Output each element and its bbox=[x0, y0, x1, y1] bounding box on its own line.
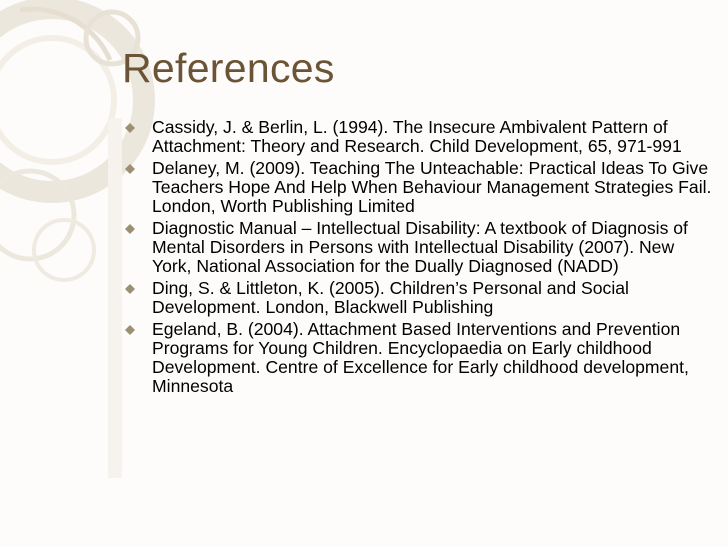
reference-text: Diagnostic Manual – Intellectual Disability: A textbook of Diagnosis of Mental Disorders in Persons with Intellectual Disability (2007). New York, National Association for the Dually Diagnosed (NADD) bbox=[152, 218, 688, 276]
reference-text: Ding, S. & Littleton, K. (2005). Children’s Personal and Social Development. London, Blackwell Publishing bbox=[152, 278, 629, 317]
reference-list bbox=[124, 118, 714, 399]
diamond-bullet-icon bbox=[125, 284, 135, 294]
reference-item bbox=[124, 320, 714, 396]
reference-text: Delaney, M. (2009). Teaching The Unteachable: Practical Ideas To Give Teachers Hope And Help When Behaviour Management Strategies Fail. London, Worth Publishing Limited bbox=[152, 158, 712, 216]
reference-text: Cassidy, J. & Berlin, L. (1994). The Insecure Ambivalent Pattern of Attachment: Theory and Research. Child Development, 65, 971-991 bbox=[152, 117, 682, 156]
diamond-bullet-icon bbox=[125, 123, 135, 133]
reference-item bbox=[124, 219, 714, 276]
reference-item bbox=[124, 118, 714, 156]
diamond-bullet-icon bbox=[125, 325, 135, 335]
diamond-bullet-icon bbox=[125, 224, 135, 234]
reference-item bbox=[124, 159, 714, 216]
reference-item bbox=[124, 279, 714, 317]
reference-text: Egeland, B. (2004). Attachment Based Interventions and Prevention Programs for Young Children. Encyclopaedia on Early childhood Development. Centre of Excellence for Early childhood development, Minnesota bbox=[152, 319, 689, 396]
diamond-bullet-icon bbox=[125, 164, 135, 174]
slide-title: References bbox=[122, 45, 335, 91]
